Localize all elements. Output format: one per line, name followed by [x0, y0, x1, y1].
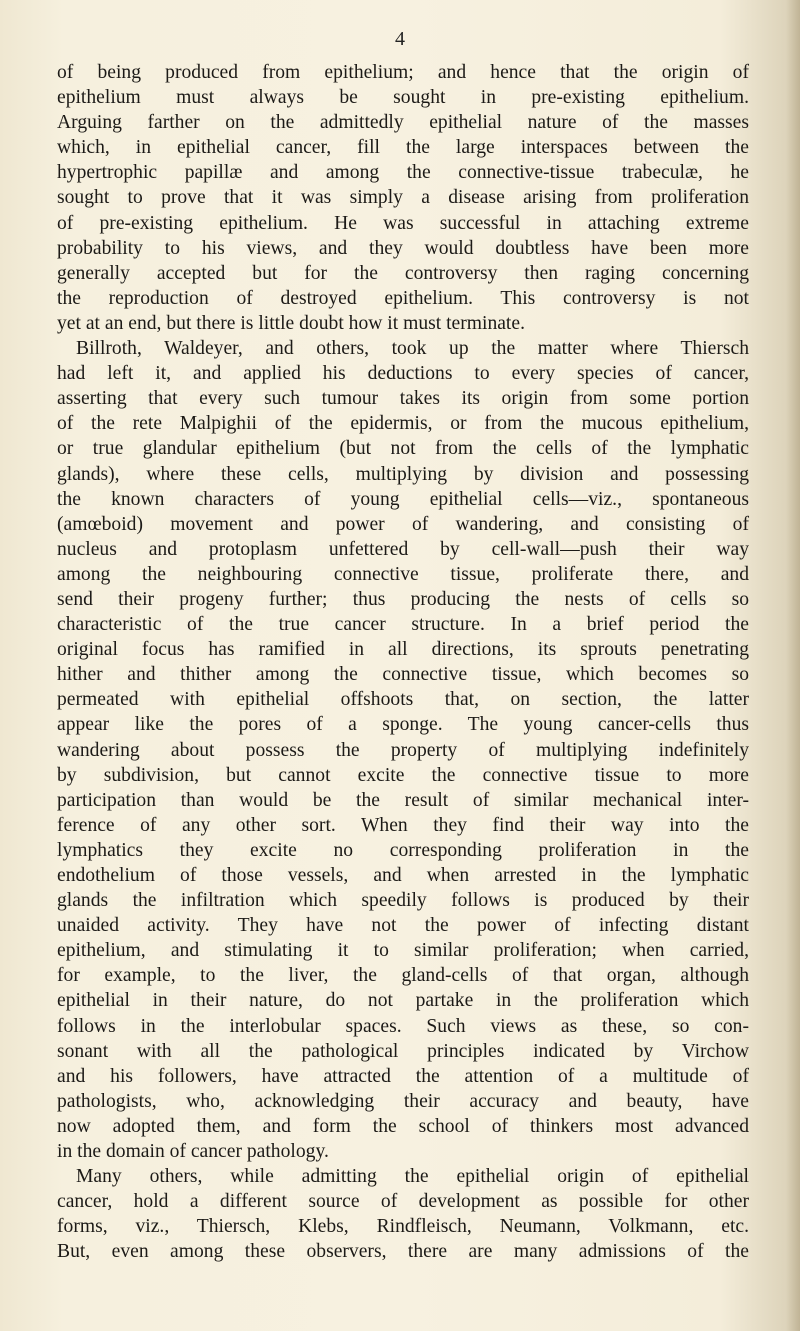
text-line: epithelial in their nature, do not partake in the proliferation which [57, 990, 749, 1012]
body-text [57, 60, 749, 1265]
text-line: now adopted them, and form the school of thinkers most advanced [57, 1115, 749, 1137]
text-line: participation than would be the result of similar mechanical inter- [57, 789, 749, 811]
text-line: or true glandular epithelium (but not from the cells of the lymphatic [57, 438, 749, 460]
text-line: lymphatics they excite no corresponding proliferation in the [57, 839, 749, 861]
text-line: (amœboid) movement and power of wandering, and consisting of [57, 513, 749, 535]
text-line: endothelium of those vessels, and when arrested in the lymphatic [57, 865, 749, 886]
text-line: epithelium must always be sought in pre-existing epithelium. [57, 87, 749, 109]
page-edge-shadow [786, 0, 800, 1331]
text-line: for example, to the liver, the gland-cells of that organ, although [57, 965, 749, 987]
text-line: original focus has ramified in all directions, its sprouts penetrating [57, 639, 749, 661]
text-line: Many others, while admitting the epithelial origin of epithelial [76, 1166, 749, 1188]
text-line: forms, viz., Thiersch, Klebs, Rindfleisch, Neumann, Volkmann, etc. [57, 1216, 749, 1238]
text-line: glands the infiltration which speedily follows is produced by their [57, 890, 749, 912]
text-line: of the rete Malpighii of the epidermis, or from the mucous epithelium, [57, 413, 749, 435]
text-line: ference of any other sort. When they find their way into the [57, 814, 749, 836]
text-line: sonant with all the pathological principles indicated by Virchow [57, 1040, 749, 1062]
text-line: glands), where these cells, multiplying by division and possessing [57, 463, 749, 485]
text-line: among the neighbouring connective tissue, proliferate there, and [57, 563, 749, 585]
text-line: generally accepted but for the controversy then raging concerning [57, 262, 749, 284]
text-line: unaided activity. They have not the power of infecting distant [57, 915, 749, 937]
text-line: hypertrophic papillæ and among the connective-tissue trabeculæ, he [57, 162, 749, 184]
text-line: Billroth, Waldeyer, and others, took up the matter where Thiersch [76, 338, 749, 360]
text-line: the reproduction of destroyed epithelium. This controversy is not [57, 287, 749, 309]
text-line: by subdivision, but cannot excite the connective tissue to more [57, 764, 749, 786]
text-line: characteristic of the true cancer structure. In a brief period the [57, 614, 749, 636]
text-line: wandering about possess the property of multiplying indefinitely [57, 739, 749, 761]
text-line: asserting that every such tumour takes its origin from some portion [57, 388, 749, 410]
text-line: which, in epithelial cancer, fill the large interspaces between the [57, 137, 749, 159]
text-line: of pre-existing epithelium. He was successful in attaching extreme [57, 212, 749, 234]
text-line: Arguing farther on the admittedly epithelial nature of the masses [57, 112, 749, 134]
text-line: epithelium, and stimulating it to similar proliferation; when carried, [57, 940, 749, 962]
text-line: had left it, and applied his deductions to every species of cancer, [57, 363, 749, 385]
text-line: follows in the interlobular spaces. Such views as these, so con- [57, 1015, 749, 1037]
text-line: nucleus and protoplasm unfettered by cell-wall—push their way [57, 538, 749, 560]
text-line: and his followers, have attracted the attention of a multitude of [57, 1065, 749, 1087]
text-line: But, even among these observers, there are many admissions of the [57, 1241, 749, 1263]
text-line: appear like the pores of a sponge. The young cancer-cells thus [57, 714, 749, 736]
page-number: 4 [395, 28, 405, 50]
text-line: in the domain of cancer pathology. [57, 1141, 329, 1163]
text-line: of being produced from epithelium; and hence that the origin of [57, 62, 749, 83]
text-line: send their progeny further; thus producing the nests of cells so [57, 588, 749, 610]
text-line: sought to prove that it was simply a disease arising from proliferation [57, 187, 749, 209]
text-line: yet at an end, but there is little doubt how it must terminate. [57, 312, 525, 334]
text-line: pathologists, who, acknowledging their accuracy and beauty, have [57, 1090, 749, 1112]
text-line: probability to his views, and they would doubtless have been more [57, 237, 749, 259]
text-line: hither and thither among the connective tissue, which becomes so [57, 664, 749, 686]
text-line: the known characters of young epithelial cells—viz., spontaneous [57, 488, 749, 510]
text-line: permeated with epithelial offshoots that, on section, the latter [57, 689, 749, 711]
text-line: cancer, hold a different source of development as possible for other [57, 1191, 749, 1213]
